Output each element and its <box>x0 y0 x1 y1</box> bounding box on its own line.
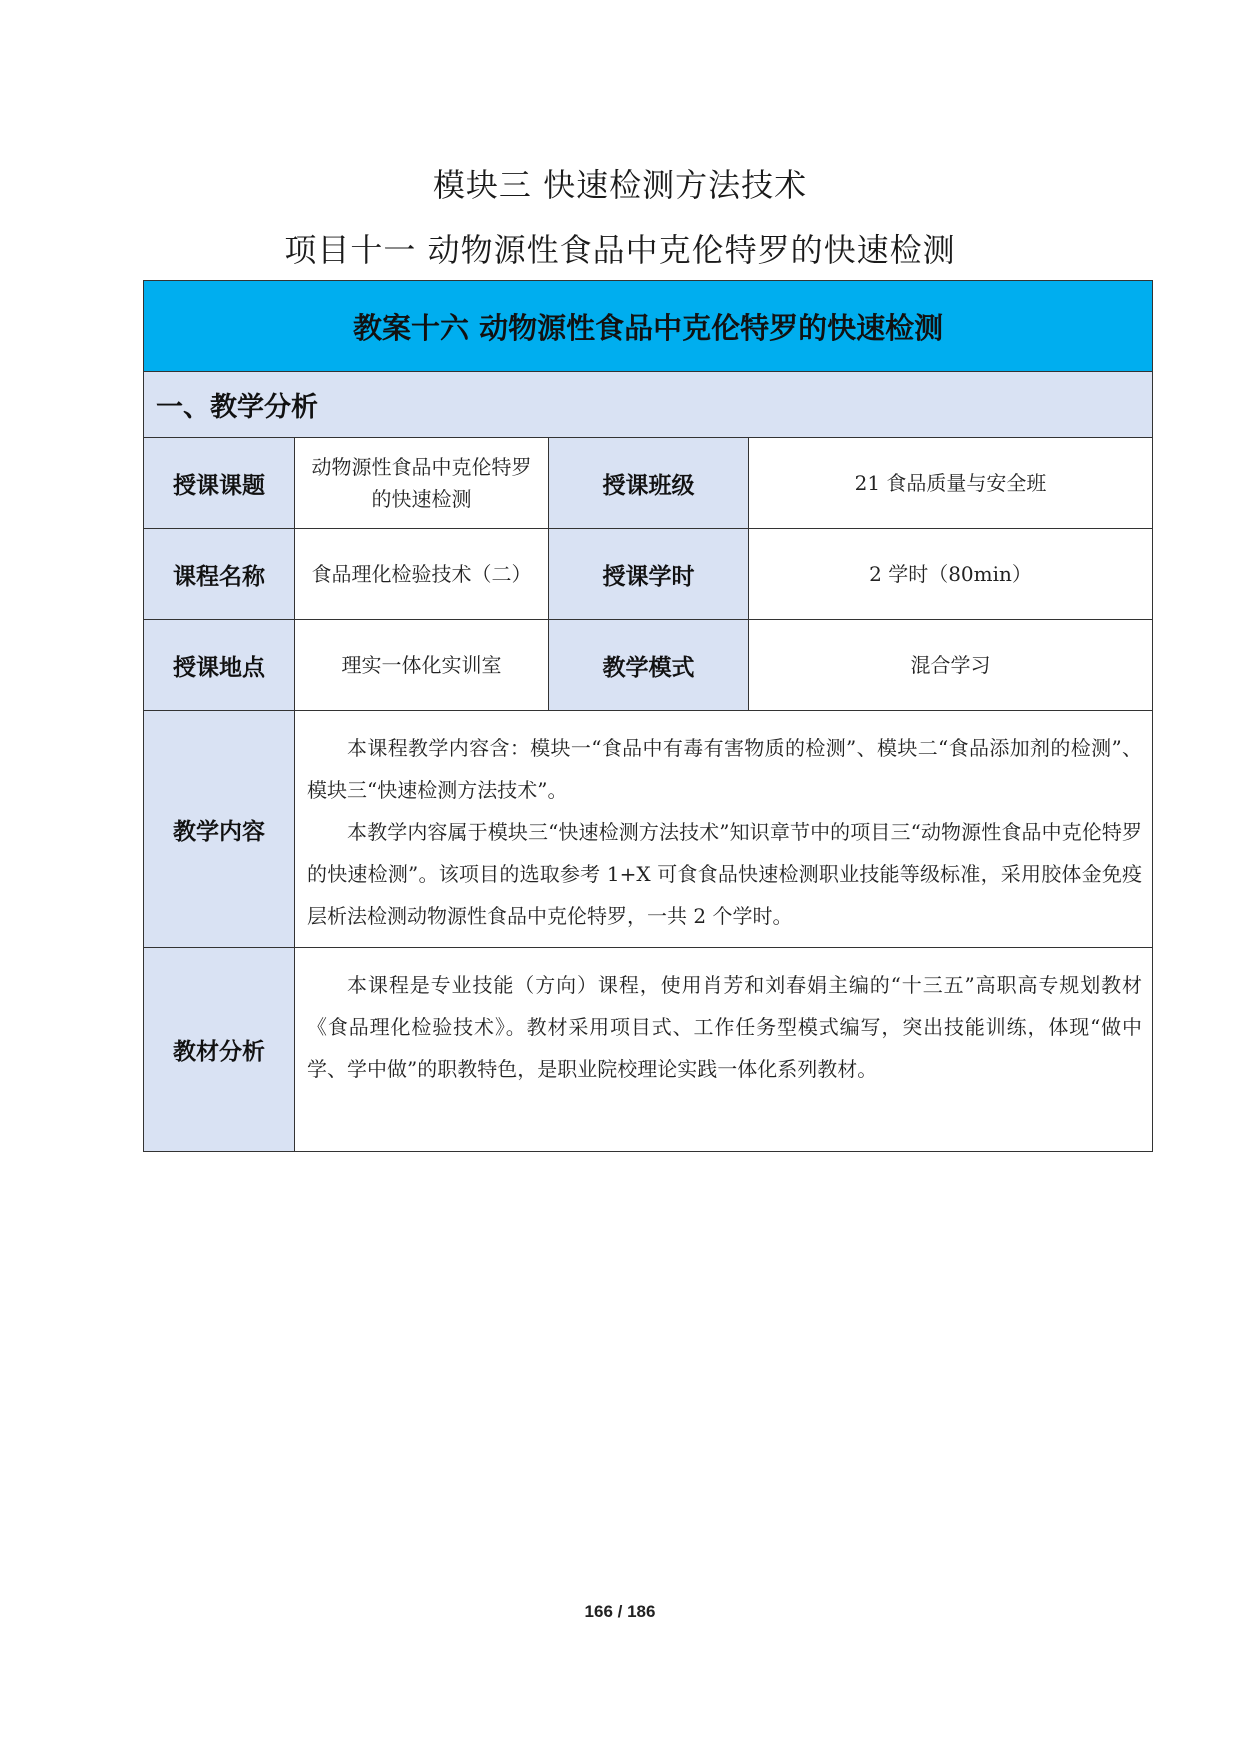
location-label: 授课地点 <box>144 620 295 711</box>
module-title: 模块三 快速检测方法技术 <box>432 166 808 204</box>
textbook-analysis-text <box>295 948 1153 1152</box>
lesson-plan-banner: 教案十六 动物源性食品中克伦特罗的快速检测 <box>144 281 1153 372</box>
class-value: 21 食品质量与安全班 <box>749 438 1153 529</box>
topic-value: 动物源性食品中克伦特罗的快速检测 <box>295 438 549 529</box>
class-hours-label: 授课学时 <box>549 529 749 620</box>
class-label: 授课班级 <box>549 438 749 529</box>
teaching-content-paragraph: 本教学内容属于模块三“快速检测方法技术”知识章节中的项目三“动物源性食品中克伦特罗的快速检测”。该项目的选取参考 1+X 可食食品快速检测职业技能等级标准，采用胶体金免疫层析法检测动物源性食品中克伦特罗，一共 2 个学时。 <box>307 820 1143 928</box>
teaching-content-paragraph: 本课程教学内容含：模块一“食品中有毒有害物质的检测”、模块二“食品添加剂的检测”、模块三“快速检测方法技术”。 <box>307 736 1143 802</box>
teaching-content-text <box>295 711 1153 948</box>
location-value: 理实一体化实训室 <box>295 620 549 711</box>
textbook-analysis-paragraph: 本课程是专业技能（方向）课程，使用肖芳和刘春娟主编的“十三五”高职高专规划教材《食品理化检验技术》。教材采用项目式、工作任务型模式编写，突出技能训练，体现“做中学、学中做”的职教特色，是职业院校理论实践一体化系列教材。 <box>307 973 1143 1081</box>
table-row <box>144 948 1153 1152</box>
project-title: 项目十一 动物源性食品中克伦特罗的快速检测 <box>284 231 956 269</box>
teaching-mode-value: 混合学习 <box>749 620 1153 711</box>
topic-label: 授课课题 <box>144 438 295 529</box>
lesson-plan-table <box>143 280 1153 1152</box>
section-title: 一、教学分析 <box>144 372 1153 438</box>
course-name-value: 食品理化检验技术（二） <box>295 529 549 620</box>
course-name-label: 课程名称 <box>144 529 295 620</box>
table-row <box>144 438 1153 529</box>
textbook-analysis-label: 教材分析 <box>144 948 295 1152</box>
table-row <box>144 620 1153 711</box>
teaching-content-label: 教学内容 <box>144 711 295 948</box>
table-row <box>144 529 1153 620</box>
teaching-mode-label: 教学模式 <box>549 620 749 711</box>
class-hours-value: 2 学时（80min） <box>749 529 1153 620</box>
page-number: 166 / 186 <box>584 1602 656 1621</box>
table-row <box>144 711 1153 948</box>
